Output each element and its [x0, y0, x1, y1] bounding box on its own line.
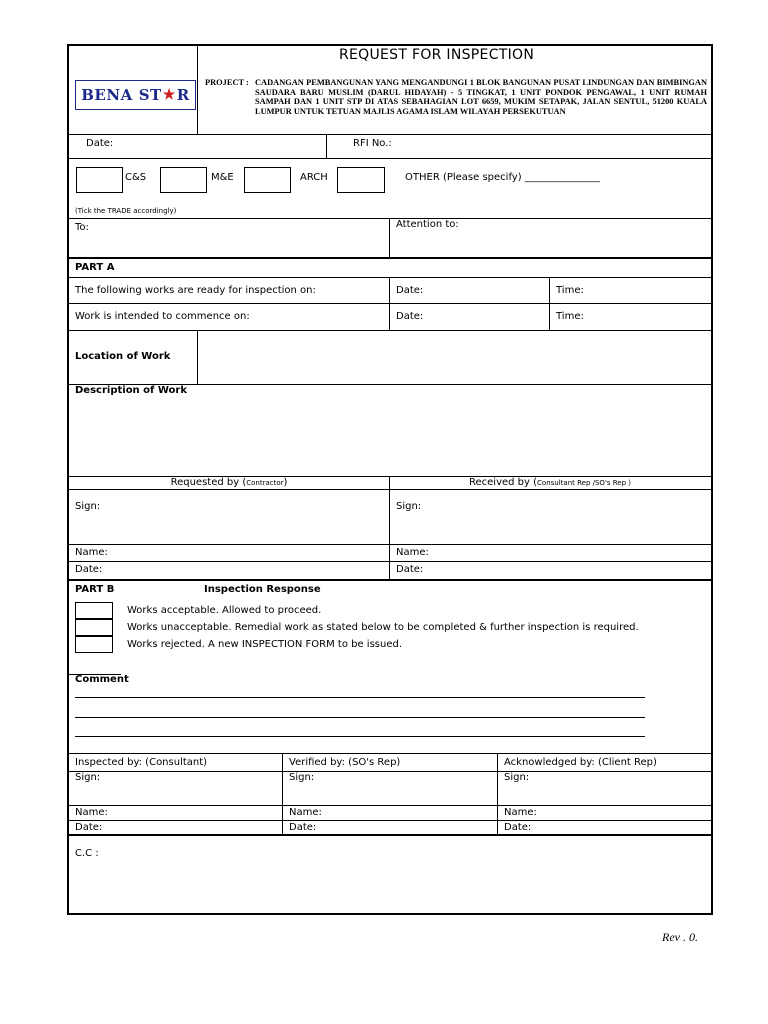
acknowledged-by-label: Acknowledged by: (Client Rep)	[504, 757, 657, 768]
revision-label: Rev . 0.	[662, 930, 698, 944]
header-divider	[197, 46, 198, 134]
verified-date-label: Date:	[289, 822, 317, 833]
option-rejected: Works rejected. A new INSPECTION FORM to be issued.	[127, 639, 403, 650]
acceptable-checkbox[interactable]	[75, 602, 113, 619]
location-label: Location of Work	[75, 351, 171, 362]
cc-label: C.C :	[75, 848, 99, 859]
comment-line-1[interactable]	[75, 697, 645, 698]
ready-label: The following works are ready for inspection on:	[75, 285, 316, 296]
inspected-by-label: Inspected by: (Consultant)	[75, 757, 208, 768]
verified-name-label: Name:	[289, 807, 322, 818]
acknowledged-sign-label: Sign:	[504, 772, 530, 783]
option-acceptable: Works acceptable. Allowed to proceed.	[127, 605, 322, 616]
part-b-heading: PART B	[75, 584, 115, 595]
acknowledged-date-label: Date:	[504, 822, 532, 833]
star-icon: ★	[162, 87, 176, 103]
logo-text-left: BENA	[81, 86, 133, 104]
logo-text-end: R	[176, 86, 190, 104]
inspected-sign-label: Sign:	[75, 772, 101, 783]
commence-time-label: Time:	[556, 311, 584, 322]
inspected-name-label: Name:	[75, 807, 108, 818]
acknowledged-name-label: Name:	[504, 807, 537, 818]
requested-date-label: Date:	[75, 564, 103, 575]
ready-time-label: Time:	[556, 285, 584, 296]
commence-label: Work is intended to commence on:	[75, 311, 250, 322]
rejected-checkbox[interactable]	[75, 636, 113, 653]
arch-label: ARCH	[300, 172, 328, 183]
comment-label: Comment	[75, 674, 129, 685]
description-label: Description of Work	[75, 385, 187, 396]
other-label: OTHER (Please specify) _______________	[405, 172, 600, 183]
to-label: To:	[75, 222, 89, 233]
rfi-label: RFI No.:	[353, 138, 392, 149]
received-by-heading: Received by (Consultant Rep /SO's Rep )	[469, 477, 631, 488]
other-checkbox[interactable]	[337, 167, 385, 193]
me-label: M&E	[211, 172, 234, 183]
inspected-date-label: Date:	[75, 822, 103, 833]
me-checkbox[interactable]	[160, 167, 207, 193]
received-date-label: Date:	[396, 564, 424, 575]
company-logo	[75, 80, 196, 110]
arch-checkbox[interactable]	[244, 167, 291, 193]
ready-date-label: Date:	[396, 285, 424, 296]
commence-date-label: Date:	[396, 311, 424, 322]
comment-line-3[interactable]	[75, 736, 645, 737]
project-description	[205, 78, 711, 117]
attention-label: Attention to:	[396, 219, 459, 230]
project-label: PROJECT :	[205, 78, 249, 87]
logo-text-right: ST	[138, 86, 162, 104]
received-sign-label: Sign:	[396, 501, 422, 512]
date-label: Date:	[86, 138, 114, 149]
part-a-heading: PART A	[75, 262, 115, 273]
inspection-form	[67, 44, 713, 915]
requested-name-label: Name:	[75, 547, 108, 558]
project-text: CADANGAN PEMBANGUNAN YANG MENGANDUNGI 1 BLOK BANGUNAN PUSAT LINDUNGAN DAN BIMBINGAN SAUDARA BARU MUSLIM (DARUL HIDAYAH) - 5 TINGKAT, 1 UNIT PONDOK PENGAWAL, 1 UNIT RUMAH SAMPAH DAN 1 UNIT STP DI ATAS SEBAHAGIAN LOT 6659, MUKIM SETAPAK, JALAN SENTUL, 51200 KUALA LUMPUR UNTUK TETUAN MAJLIS AGAMA ISLAM WILAYAH PERSEKUTUAN	[255, 78, 707, 117]
cs-checkbox[interactable]	[76, 167, 123, 193]
verified-by-label: Verified by: (SO's Rep)	[289, 757, 401, 768]
comment-line-2[interactable]	[75, 717, 645, 718]
trade-note: (Tick the TRADE accordingly)	[75, 207, 177, 215]
cs-label: C&S	[125, 172, 147, 183]
option-unacceptable: Works unacceptable. Remedial work as stated below to be completed & further inspection is required.	[127, 622, 639, 633]
received-name-label: Name:	[396, 547, 429, 558]
requested-by-heading: Requested by (Contractor)	[170, 477, 288, 488]
unacceptable-checkbox[interactable]	[75, 619, 113, 636]
verified-sign-label: Sign:	[289, 772, 315, 783]
inspection-response-heading: Inspection Response	[204, 584, 321, 595]
requested-sign-label: Sign:	[75, 501, 101, 512]
form-title: REQUEST FOR INSPECTION	[339, 47, 535, 63]
